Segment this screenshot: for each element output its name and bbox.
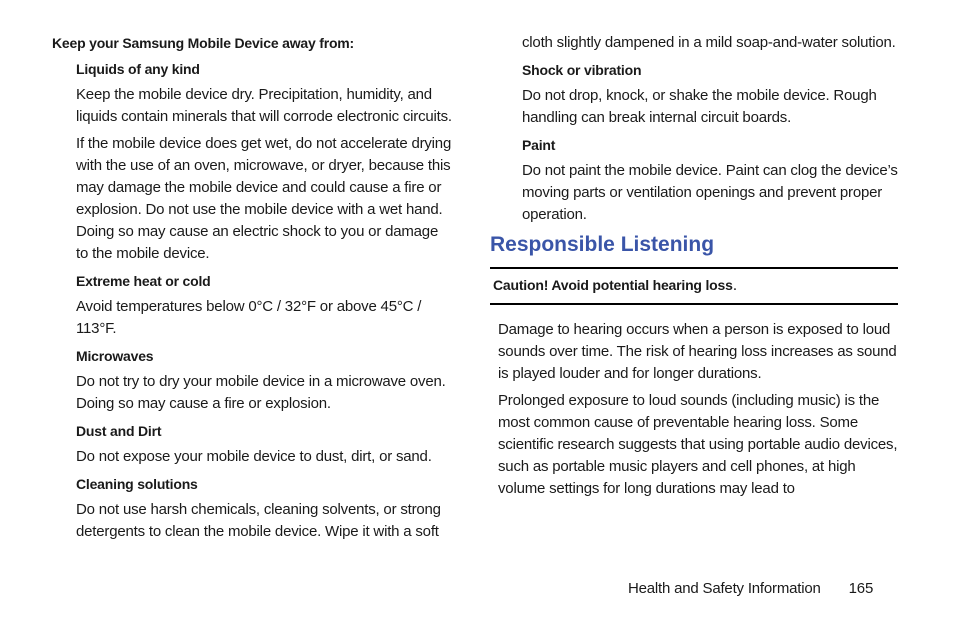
paragraph: Do not expose your mobile device to dust, dirt, or sand. [76,448,432,465]
paragraph: Damage to hearing occurs when a person is exposed to loud sounds over time. The risk of hearing loss increases as sound is played louder and for longer durations. [498,321,897,382]
subheading-microwaves: Microwaves [76,348,154,364]
paragraph: Keep the mobile device dry. Precipitation, humidity, and liquids contain minerals that will corrode electronic circuits. [76,86,452,125]
caution-box [490,267,898,305]
paragraph: Do not try to dry your mobile device in a microwave oven. Doing so may cause a fire or explosion. [76,373,446,412]
caution-text: Caution! Avoid potential hearing loss [493,277,733,293]
paragraph: Do not drop, knock, or shake the mobile device. Rough handling can break internal circuit boards. [522,87,877,126]
subheading-cleaning: Cleaning solutions [76,476,198,492]
lead-heading: Keep your Samsung Mobile Device away from: [52,35,355,51]
paragraph: If the mobile device does get wet, do not accelerate drying with the use of an oven, microwave, or dryer, because this may damage the mobile device and could cause a fire or explosion. Do not use the mobile device with a wet hand. Doing so may cause an electric shock to you or damage to the mobile device. [76,135,452,262]
section-title: Responsible Listening [490,233,715,256]
paragraph: Prolonged exposure to loud sounds (including music) is the most common cause of preventable hearing loss. Some scientific research suggests that using portable audio devices, such as portable music players and cell phones, at high volume settings for long durations may lead to [498,392,898,497]
paragraph: Do not use harsh chemicals, cleaning solvents, or strong detergents to clean the mobile device. Wipe it with a soft [76,501,441,540]
paragraph: Do not paint the mobile device. Paint can clog the device’s moving parts or ventilation openings and prevent proper operation. [522,162,898,223]
caution-punct: . [732,277,738,294]
subheading-paint: Paint [522,137,556,153]
footer-section: Health and Safety Information [628,580,821,597]
subheading-liquids: Liquids of any kind [76,61,200,77]
page-footer [628,578,873,600]
subheading-heat-cold: Extreme heat or cold [76,273,211,289]
paragraph-continuation: cloth slightly dampened in a mild soap-and-water solution. [522,34,896,51]
subheading-shock-vibration: Shock or vibration [522,62,642,78]
subheading-dust-dirt: Dust and Dirt [76,423,162,439]
left-column [52,32,452,548]
right-column [490,32,900,505]
paragraph: Avoid temperatures below 0°C / 32°F or above 45°C / 113°F. [76,298,422,337]
page-number: 165 [848,580,874,597]
